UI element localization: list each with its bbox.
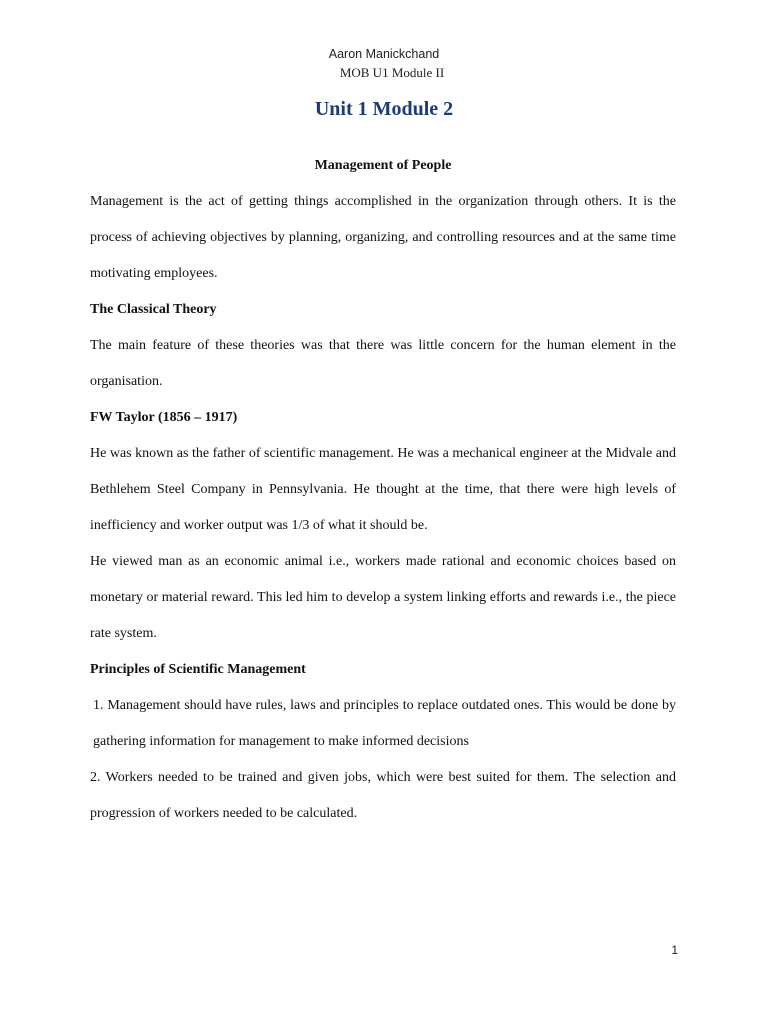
principle-item-2: 2. Workers needed to be trained and given jobs, which were best suited for them. The selection and progression of workers needed to be calculated.: [90, 770, 676, 821]
section-title: Management of People: [314, 158, 452, 173]
classical-theory-paragraph: The main feature of these theories was that there was little concern for the human element in the organisation.: [90, 338, 676, 389]
page-number: 1: [671, 943, 678, 957]
principle-item-1: 1. Management should have rules, laws and principles to replace outdated ones. This would be done by gathering information for management to make informed decisions: [93, 698, 676, 749]
document-body: [90, 156, 676, 840]
intro-paragraph: Management is the act of getting things accomplished in the organization through others. It is the process of achieving objectives by planning, organizing, and controlling resources and at the same time motivating employees.: [90, 194, 676, 281]
taylor-paragraph-1: He was known as the father of scientific management. He was a mechanical engineer at the Midvale and Bethlehem Steel Company in Pennsylvania. He thought at the time, that there were high levels of inefficiency and worker output was 1/3 of what it should be.: [90, 446, 676, 533]
header-author: Aaron Manickchand: [328, 47, 440, 61]
principles-heading: Principles of Scientific Management: [90, 662, 306, 677]
document-title: Unit 1 Module 2: [314, 98, 454, 120]
classical-theory-heading: The Classical Theory: [90, 302, 217, 317]
header-course: MOB U1 Module II: [339, 65, 445, 80]
taylor-heading: FW Taylor (1856 – 1917): [90, 410, 238, 425]
taylor-paragraph-2: He viewed man as an economic animal i.e., workers made rational and economic choices based on monetary or material reward. This led him to develop a system linking efforts and rewards i.e., the piece rate system.: [90, 554, 676, 641]
